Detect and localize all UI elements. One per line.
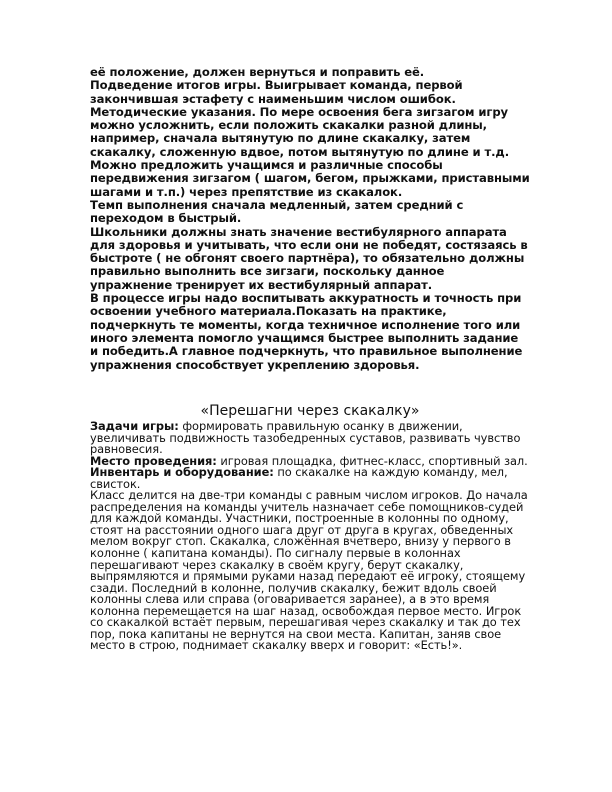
game-goals: [90, 421, 530, 456]
goals-label: Задачи игры:: [90, 419, 179, 433]
equipment-label: Инвентарь и оборудование:: [90, 465, 274, 480]
place-text: игровая площадка, фитнес-класс, спортивный зал.: [216, 453, 528, 468]
game-equipment: [90, 467, 530, 490]
top-text-section: [90, 66, 530, 372]
game-section: [90, 421, 530, 652]
paragraph-upbringing: В процессе игры надо воспитывать аккуратность и точность при освоении учебного материала.Показать на практике, подчеркнуть те моменты, когда техничное исполнение того или иного элемента помогло учащимся быстрее выполнить задание и победить.А главное подчеркнуть, что правильное выполнение упражнения способствует укреплению здоровья.: [90, 291, 523, 372]
game-description: Класс делится на две-три команды с равным числом игроков. До начала распределения на команды учитель назначает себе помощников-судей для каждой команды. Участники, построенные в колонны по одному, стоят на расстоянии одного шага друг от друга в кругах, обведенных мелом вокруг стоп. Скакалка, сложённая вчетверо, внизу у первого в колонне ( капитана команды). По сигналу первые в колоннах перешагивают через скакалку в своём кругу, берут скакалку, выпрямляются и прямыми руками назад передают её игроку, стоящему сзади. Последний в колонне, получив скакалку, бежит вдоль своей колонны слева или справа (оговаривается заранее), а в это время колонна перемещается на шаг назад, освобождая первое место. Игрок со скакалкой встаёт первым, перешагивая через скакалку и так до тех пор, пока капитаны не вернутся на свои места. Капитан, заняв свое место в строю, поднимает скакалку вверх и говорит: «Есть!».: [90, 488, 528, 653]
paragraph-results: Подведение итогов игры. Выигрывает команда, первой закончившая эстафету с наименьшим числом ошибок.: [90, 78, 463, 106]
paragraph-tempo: Темп выполнения сначала медленный, затем средний с переходом в быстрый.: [90, 197, 464, 226]
goals-text: формировать правильную осанку в движении, увеличивать подвижность тазобедренных суставов, развивать чувство равновесия.: [90, 419, 521, 457]
paragraph-methodical-notes: Методические указания. По мере освоения бега зигзагом игру можно усложнить, если положить скакалки разной длины, например, сначала вытянутую по длине скакалку, затем скакалку, сложенную вдвое, потом вытянутую по длине и т.д. Можно предложить учащимся и различные способы передвижения зигзагом ( шагом, бегом, прыжками, приставными шагами и т.п.) через препятствие из скакалок.: [90, 104, 530, 199]
game-title: «Перешагни через скакалку»: [200, 403, 420, 419]
paragraph-continuation: её положение, должен вернуться и поправить её.: [90, 65, 425, 79]
equipment-text: по скакалке на каждую команду, мел, свисток.: [90, 465, 508, 491]
paragraph-vestibular: Школьники должны знать значение вестибулярного аппарата для здоровья и учитывать, что если они не победят, состязаясь в быстроте ( не обгонят своего партнёра), то обязательно должны правильно выполнить все зигзаги, поскольку данное упражнение тренирует их вестибулярный аппарат.: [90, 224, 528, 292]
place-label: Место проведения:: [90, 453, 217, 468]
